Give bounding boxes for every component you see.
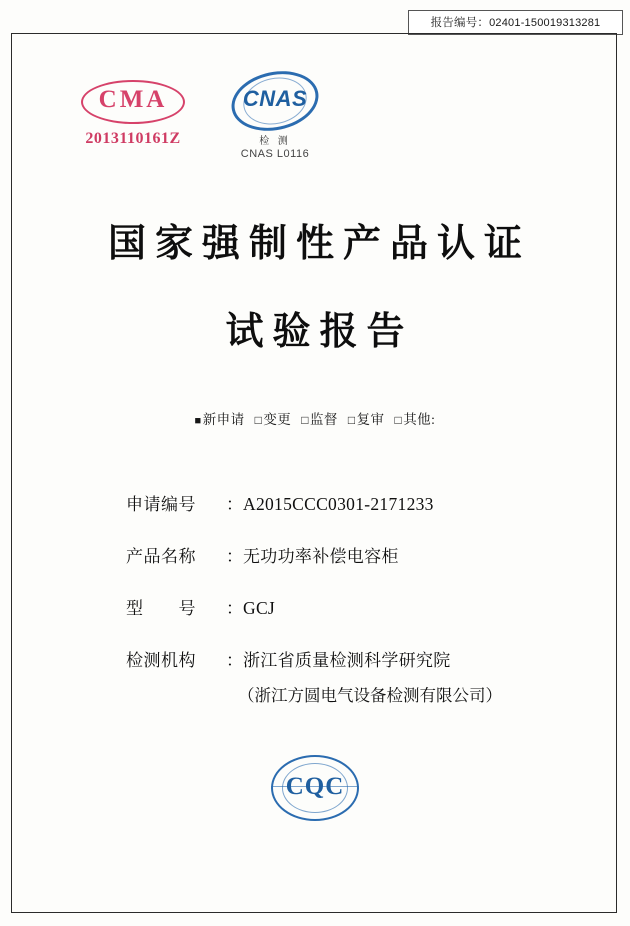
field-testing-organization-value: 浙江省质量检测科学研究院 [243, 651, 451, 670]
field-product-name-colon: ： [226, 547, 243, 566]
field-testing-organization-label: 检测机构 [126, 651, 196, 670]
checkbox-supervision[interactable]: □ 监督 [301, 412, 338, 427]
cnas-logo-text: CNAS [242, 86, 308, 111]
cnas-accreditation-code: CNAS L0116 [240, 148, 310, 160]
field-model-label: 型 号 [126, 599, 196, 618]
cma-logo-text: CMA [98, 86, 168, 113]
report-number-box [408, 10, 623, 35]
field-application-number-label: 申请编号 [126, 495, 196, 514]
report-number-label: 报告编号： [430, 17, 490, 29]
field-testing-organization-subvalue: （浙江方圆电气设备检测有限公司） [238, 686, 502, 705]
field-application-number-value: A2015CCC0301-2171233 [243, 494, 434, 514]
field-application-number-colon: ： [226, 495, 243, 514]
field-application-number [126, 490, 556, 515]
field-model-value: GCJ [243, 598, 276, 618]
field-product-name [126, 542, 556, 567]
field-testing-organization-colon: ： [226, 651, 243, 670]
checkbox-review[interactable]: □ 复审 [348, 412, 385, 427]
cnas-badge-icon [223, 70, 327, 134]
field-product-name-value: 无功功率补偿电容柜 [243, 547, 399, 566]
cma-badge-icon [81, 80, 185, 124]
checkbox-other[interactable]: □ 其他: [394, 412, 435, 427]
field-list [126, 490, 556, 730]
page-title-line1: 国家强制性产品认证 [107, 223, 531, 265]
logo-row [0, 70, 630, 180]
field-product-name-label: 产品名称 [126, 547, 196, 566]
cqc-seal-icon [265, 755, 365, 827]
cnas-logo [205, 70, 345, 160]
cnas-logo-subtext: 检 测 [259, 136, 291, 147]
checkbox-new-application[interactable]: ■ 新申请 [195, 412, 245, 427]
cma-certificate-code: 2013110161Z [85, 130, 181, 147]
field-testing-organization [126, 646, 556, 671]
cqc-logo-text: CQC [285, 773, 345, 800]
page-title-line2: 试验报告 [225, 311, 414, 353]
field-model-colon: ： [226, 599, 243, 618]
report-number-value: 02401-150019313281 [489, 17, 601, 29]
field-model [126, 594, 556, 619]
checkbox-change[interactable]: □ 变更 [255, 412, 292, 427]
cma-logo [68, 80, 198, 148]
application-type-checkboxes [0, 408, 630, 428]
